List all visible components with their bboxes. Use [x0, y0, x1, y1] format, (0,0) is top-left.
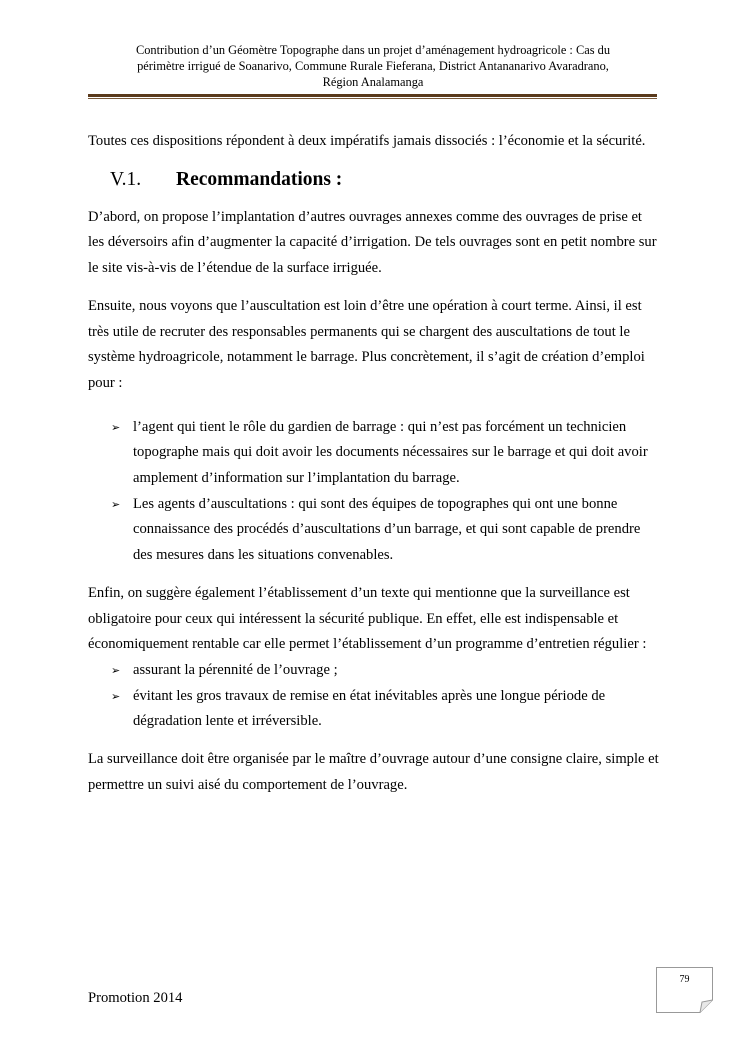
list-item-text: évitant les gros travaux de remise en état inévitables après une longue période de dégradation lente et irréversible. [133, 687, 606, 730]
intro-paragraph: Toutes ces dispositions répondent à deux impératifs jamais dissociés : l’économie et la sécurité. [88, 133, 646, 149]
running-header [88, 42, 658, 90]
arrow-bullet-icon: ➢ [111, 689, 121, 703]
section-heading [88, 167, 660, 203]
paragraph-3: Enfin, on suggère également l’établissement d’un texte qui mentionne que la surveillance est obligatoire pour ceux qui intéressent la sécurité publique. En effet, elle est indispensable et économiquement rentable car elle permet l’établissement d’un programme d’entretien régulier : [88, 584, 647, 653]
list-item [88, 415, 660, 492]
page-number: 79 [679, 974, 690, 985]
bullet-list-1 [88, 415, 660, 569]
paragraph-1: D’abord, on propose l’implantation d’autres ouvrages annexes comme des ouvrages de prise et les déversoirs afin d’augmenter la capacité d’irrigation. De tels ouvrages sont en petit nombre sur le site vis-à-vis de l’étendue de la surface irriguée. [88, 208, 657, 277]
header-line-2: périmètre irrigué de Soanarivo, Commune Rurale Fieferana, District Antananarivo Avaradrano, [137, 59, 609, 73]
list-item-text: Les agents d’auscultations : qui sont des équipes de topographes qui ont une bonne connaissance des procédés d’auscultations d’un barrage, et qui sont capable de prendre des mesures dans les situations convenables. [133, 495, 641, 564]
section-title: Recommandations : [176, 168, 343, 190]
list-item-text: assurant la pérennité de l’ouvrage ; [133, 661, 338, 678]
header-line-3: Région Analamanga [322, 75, 424, 89]
page-number-box [656, 967, 713, 1012]
list-item [88, 684, 660, 735]
arrow-bullet-icon: ➢ [111, 497, 121, 511]
arrow-bullet-icon: ➢ [111, 420, 121, 434]
list-item [88, 492, 660, 569]
page-body [88, 129, 660, 810]
list-item-text: l’agent qui tient le rôle du gardien de barrage : qui n’est pas forcément un technicien topographe mais qui doit avoir les documents nécessaires sur le barrage et qui doit avoir amplement d’information sur l’implantation du barrage. [133, 418, 648, 487]
paragraph-4: La surveillance doit être organisée par le maître d’ouvrage autour d’une consigne claire, simple et permettre un suivi aisé du comportement de l’ouvrage. [88, 751, 659, 793]
footer-text: Promotion 2014 [88, 990, 183, 1006]
paragraph-2: Ensuite, nous voyons que l’auscultation est loin d’être une opération à court terme. Ainsi, il est très utile de recruter des responsables permanents qui se chargent des auscultations de tout le système hydroagricole, notamment le barrage. Plus concrètement, il s’agit de création d’emploi pour : [88, 297, 645, 391]
header-rule-thin [88, 98, 657, 99]
header-rule [88, 94, 657, 97]
bullet-list-2 [88, 658, 660, 735]
list-item [88, 658, 660, 684]
arrow-bullet-icon: ➢ [111, 663, 121, 677]
header-line-1: Contribution d’un Géomètre Topographe dans un projet d’aménagement hydroagricole : Cas du [135, 43, 611, 57]
section-number: V.1. [110, 168, 142, 190]
